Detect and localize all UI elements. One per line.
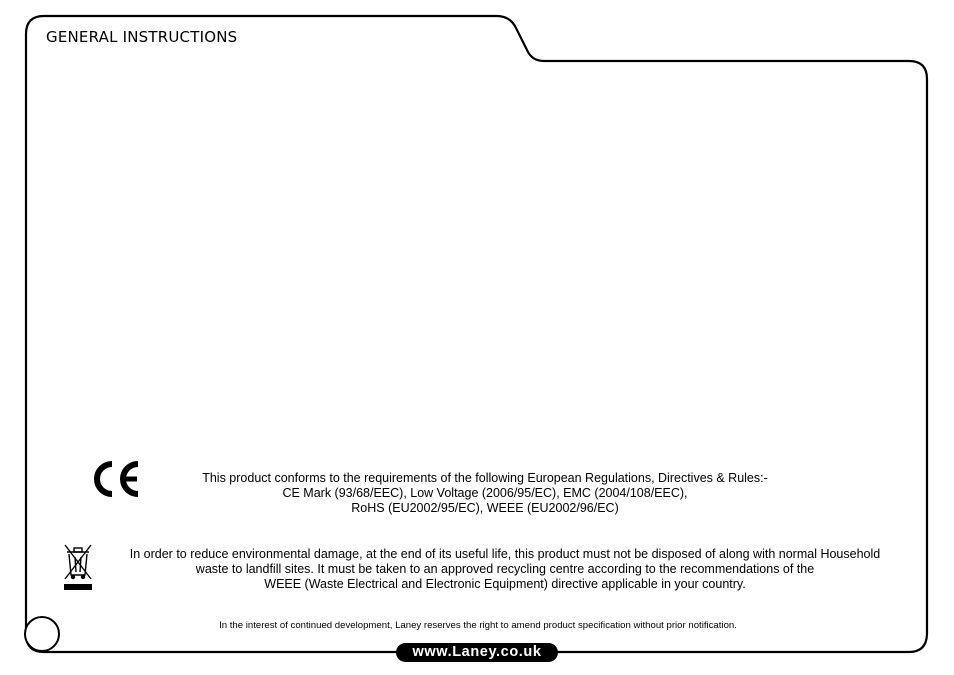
weee-disposal-notice <box>112 547 898 592</box>
ce-mark-icon <box>92 460 144 498</box>
compliance-line: This product conforms to the requirements of the following European Regulations, Directives & Rules:- <box>202 471 768 485</box>
weee-notice-line: WEEE (Waste Electrical and Electronic Equipment) directive applicable in your country. <box>264 577 746 591</box>
weee-notice-line: waste to landfill sites. It must be taken to an approved recycling centre according to the recommendations of the <box>195 562 815 576</box>
page-number-circle-icon <box>25 617 59 651</box>
compliance-line: CE Mark (93/68/EEC), Low Voltage (2006/95/EC), EMC (2004/108/EEC), <box>282 486 688 500</box>
compliance-line: RoHS (EU2002/95/EC), WEEE (EU2002/96/EC) <box>351 501 619 515</box>
website-link[interactable]: www.Laney.co.uk <box>396 643 558 662</box>
crossed-out-wheelie-bin-icon <box>61 541 95 591</box>
section-title: GENERAL INSTRUCTIONS <box>46 28 238 46</box>
compliance-statement <box>160 471 810 516</box>
weee-notice-line: In order to reduce environmental damage, at the end of its useful life, this product must not be disposed of along with normal Household <box>129 547 881 561</box>
specification-disclaimer: In the interest of continued development, Laney reserves the right to amend product specification without prior notification. <box>219 620 737 631</box>
